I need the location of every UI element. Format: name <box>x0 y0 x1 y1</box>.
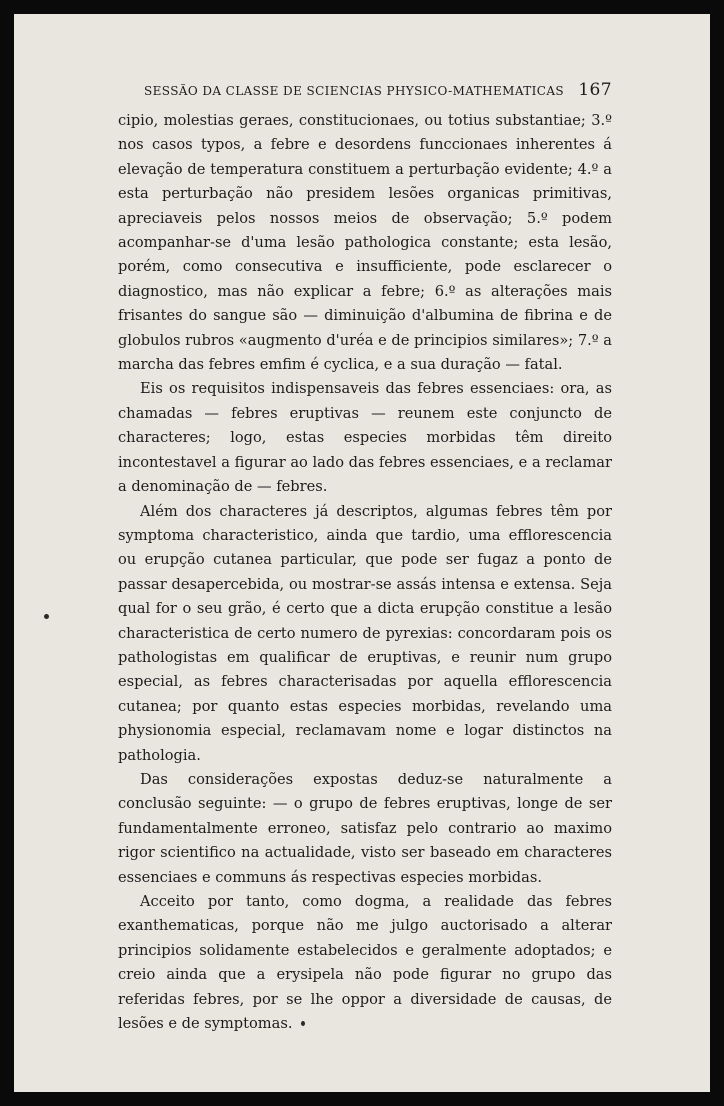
ink-spot <box>44 614 49 619</box>
paragraph-3: Além dos characteres já descriptos, algumas febres têm por symptoma characteristico, ainda que tardio, uma efflorescencia ou erupção cutanea particular, que pode ser fugaz a ponto de passar desapercebida, ou mostrar-se assás intensa e extensa. Seja qual for o seu grão, é certo que a dicta erupção constitue a lesão characteristica de certo numero de pyrexias: concordaram pois os pathologistas em qualificar de eruptivas, e reunir num grupo especial, as febres characterisadas por aquella efflorescencia cutanea; por quanto estas especies morbidas, revelando uma physionomia especial, reclamavam nome e logar distinctos na pathologia. <box>118 502 612 764</box>
paragraph-1: cipio, molestias geraes, constitucionaes, ou totius substantiae; 3.º nos casos typos, a febre e desordens funccionaes inherentes á elevação de temperatura constituem a perturbação evidente; 4.º a esta perturbação não presidem lesões organicas primitivas, apreciaveis pelos nossos meios de observação; 5.º podem acompanhar-se d'uma lesão pathologica constante; esta lesão, porém, como consecutiva e insufficiente, pode esclarecer o diagnostico, mas não explicar a febre; 6.º as alterações mais frisantes do sangue são — diminuição d'albumina de fibrina e de globulos rubros «augmento d'uréa e de principios similares»; 7.º a marcha das febres emfim é cyclica, e a sua duração — fatal. <box>118 112 612 374</box>
page-body <box>118 109 612 1036</box>
paragraph-5: Acceito por tanto, como dogma, a realidade das febres exanthematicas, porque não me julgo auctorisado a alterar principios solidamente estabelecidos e geralmente adoptados; e creio ainda que a erysipela não pode figurar no grupo das referidas febres, por se lhe oppor a diversidade de causas, de lesões e de symptomas. <box>118 893 612 1033</box>
paragraph-4: Das considerações expostas deduz-se naturalmente a conclusão seguinte: — o grupo de febres eruptivas, longe de ser fundamentalmente erroneo, satisfaz pelo contrario ao maximo rigor scientifico na actualidade, visto ser baseado em characteres essenciaes e communs ás respectivas especies morbidas. <box>118 770 612 886</box>
ink-spot <box>301 1021 305 1026</box>
running-header <box>144 74 612 100</box>
header-title: SESSÃO DA CLASSE DE SCIENCIAS PHYSICO-MATHEMATICAS <box>144 84 565 98</box>
paragraph-2: Eis os requisitos indispensaveis das febres essenciaes: ora, as chamadas — febres eruptivas — reunem este conjuncto de characteres; logo, estas especies morbidas têm direito incontestavel a figurar ao lado das febres essenciaes, e a reclamar a denominação de — febres. <box>118 380 612 496</box>
page-number: 167 <box>578 80 612 100</box>
book-page <box>14 14 710 1092</box>
